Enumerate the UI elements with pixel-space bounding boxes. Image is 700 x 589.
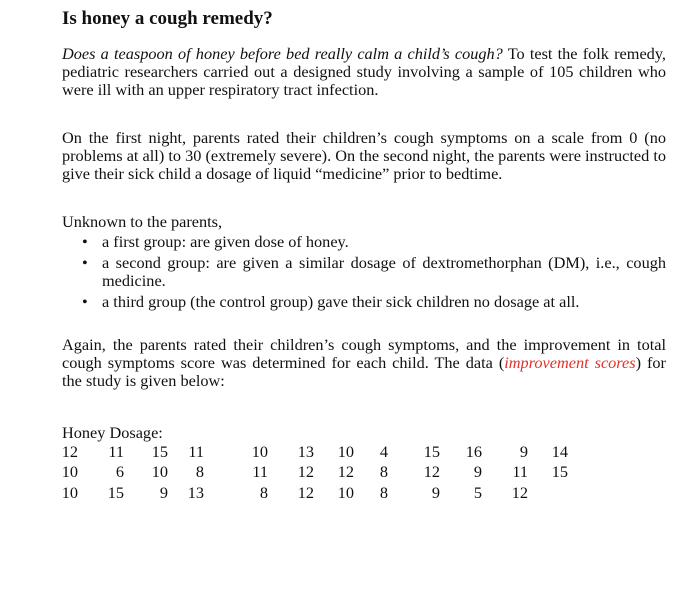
table-cell: 10 (151, 462, 168, 481)
table-cell: 10 (251, 442, 268, 461)
table-cell: 8 (195, 462, 204, 481)
table-cell: 9 (431, 483, 440, 502)
table-cell: 12 (297, 462, 314, 481)
group-text: a third group (the control group) gave their sick children no dosage at all. (102, 292, 580, 311)
table-cell: 11 (188, 442, 204, 461)
table-cell: 4 (379, 442, 388, 461)
table-cell: 16 (465, 442, 482, 461)
table-cell: 15 (151, 442, 168, 461)
again-paragraph (62, 336, 666, 390)
list-item (82, 293, 666, 311)
groups-list (82, 233, 666, 314)
table-cell: 6 (115, 462, 124, 481)
table-cell: 10 (61, 462, 78, 481)
table-cell: 12 (511, 483, 528, 502)
unknown-intro: Unknown to the parents, (62, 212, 223, 231)
table-cell: 8 (259, 483, 268, 502)
table-cell: 9 (473, 462, 482, 481)
again-text-before: Again, the parents rated their children’s cough symptoms, and the improvement in total cough symptoms score was determined for each child. The data ( (62, 335, 666, 372)
intro-text: To test the folk remedy, pediatric researchers carried out a designed study involving a sample of 105 children who were ill with an upper respiratory tract infection. (62, 44, 666, 99)
intro-paragraph (62, 45, 666, 99)
honey-dosage-label: Honey Dosage: (62, 423, 163, 442)
table-cell: 11 (108, 442, 124, 461)
bullet-icon: • (82, 253, 88, 272)
again-text-after: ) for the study is given below: (62, 353, 666, 390)
table-cell: 8 (379, 462, 388, 481)
table-cell: 5 (473, 483, 482, 502)
table-cell: 12 (61, 442, 78, 461)
table-row (62, 484, 672, 502)
table-cell: 8 (379, 483, 388, 502)
table-cell: 14 (551, 442, 568, 461)
table-cell: 9 (159, 483, 168, 502)
table-cell: 12 (297, 483, 314, 502)
table-cell: 13 (187, 483, 204, 502)
table-cell: 10 (337, 483, 354, 502)
table-cell: 15 (423, 442, 440, 461)
table-cell: 12 (423, 462, 440, 481)
table-cell: 11 (252, 462, 268, 481)
table-cell: 13 (297, 442, 314, 461)
table-row (62, 443, 672, 461)
bullet-icon: • (82, 232, 88, 251)
table-row (62, 463, 672, 481)
list-item (82, 254, 666, 290)
table-cell: 15 (551, 462, 568, 481)
table-cell: 10 (337, 442, 354, 461)
group-text: a first group: are given dose of honey. (102, 232, 349, 251)
group-text: a second group: are given a similar dosage of dextromethorphan (DM), i.e., cough medicine. (102, 253, 666, 290)
improvement-scores-highlight: improvement scores (504, 353, 636, 372)
table-cell: 9 (519, 442, 528, 461)
table-cell: 15 (107, 483, 124, 502)
first-night-paragraph: On the first night, parents rated their children’s cough symptoms on a scale from 0 (no problems at all) to 30 (extremely severe). On the second night, the parents were instructed to give their sick child a dosage of liquid “medicine” prior to bedtime. (62, 128, 666, 183)
list-item (82, 233, 666, 251)
document-title: Is honey a cough remedy? (62, 8, 273, 29)
intro-question: Does a teaspoon of honey before bed really calm a child’s cough? (62, 44, 503, 63)
table-cell: 10 (61, 483, 78, 502)
table-cell: 12 (337, 462, 354, 481)
bullet-icon: • (82, 292, 88, 311)
table-cell: 11 (512, 462, 528, 481)
